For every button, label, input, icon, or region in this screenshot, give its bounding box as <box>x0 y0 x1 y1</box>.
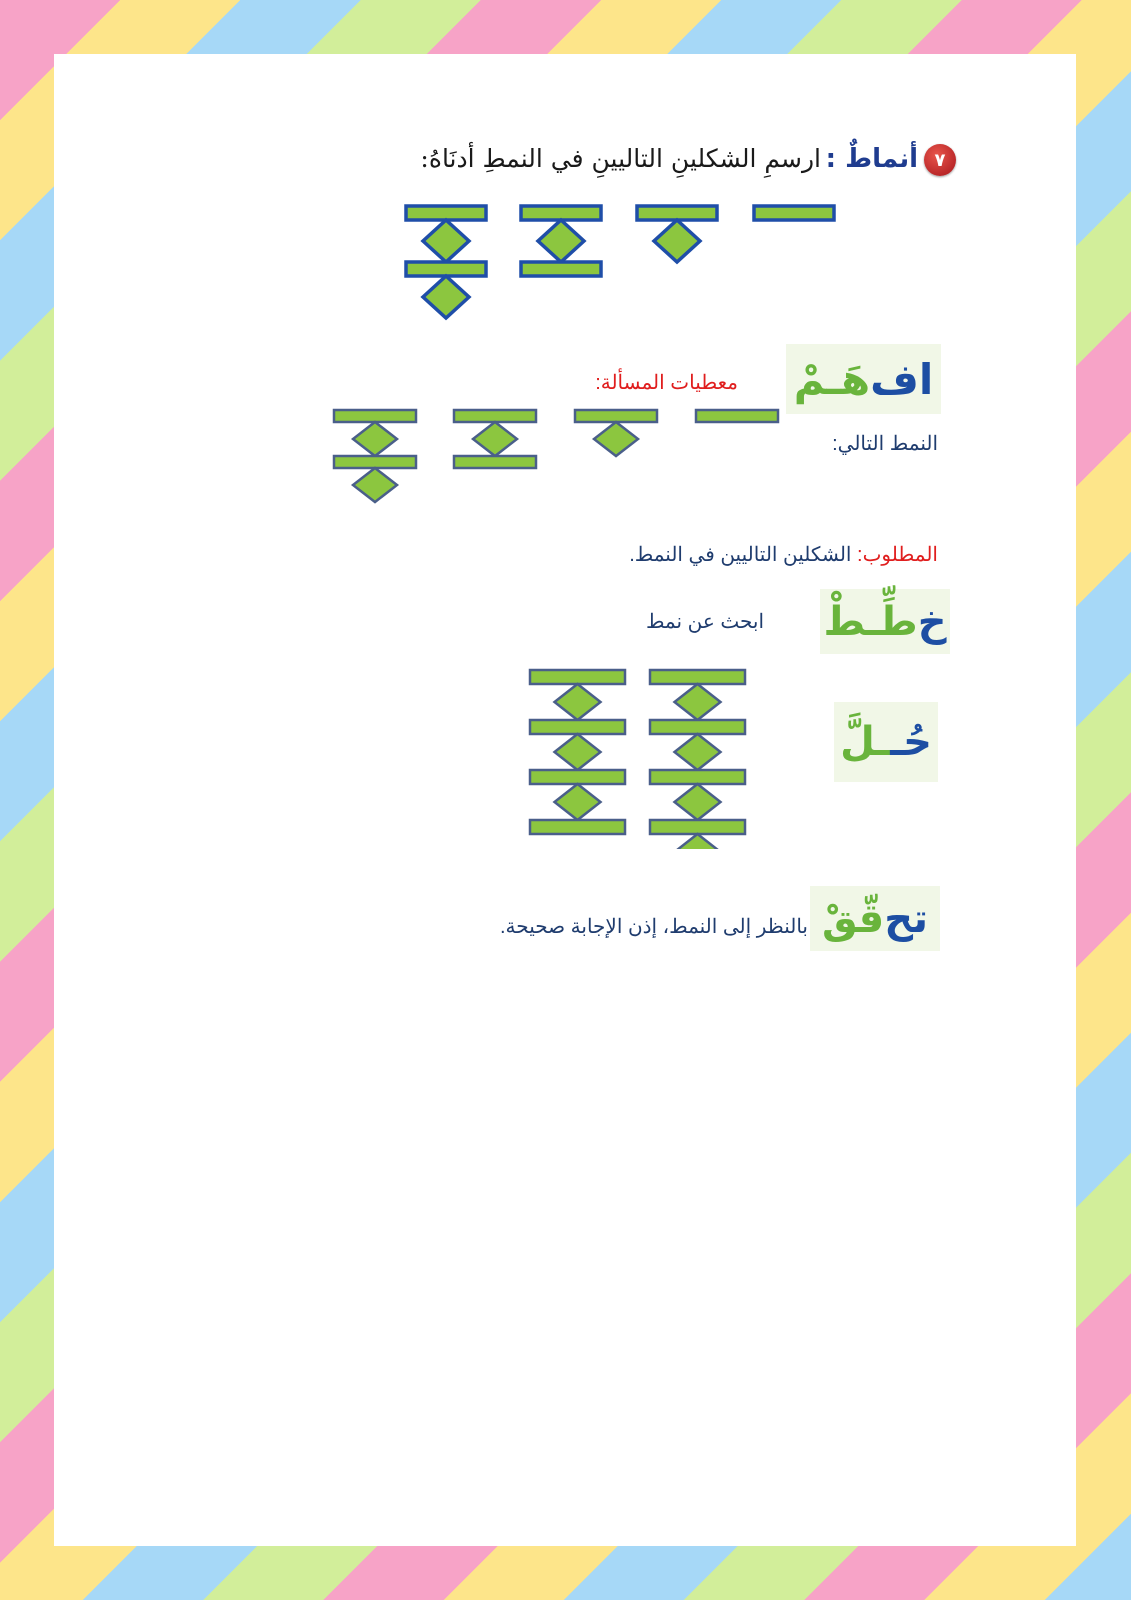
pattern-diamond <box>675 734 721 770</box>
pattern-bar <box>650 770 745 784</box>
solution-figure <box>524 664 774 849</box>
pattern-bar <box>530 720 625 734</box>
pattern-diamond <box>594 422 638 456</box>
pattern-bar <box>334 456 416 468</box>
required-line <box>629 542 938 567</box>
pattern-diamond <box>675 834 721 849</box>
pattern-diamond <box>353 468 397 502</box>
pattern-diamond <box>675 684 721 720</box>
given-label: معطيات المسألة: <box>595 372 738 394</box>
question-number-badge: ٧ <box>924 144 956 176</box>
solve-label: حُـ ـلَّ <box>834 702 938 782</box>
check-label: تح قّقْ <box>810 886 940 951</box>
question-title: أنماطٌ : <box>825 144 918 174</box>
pattern-bar <box>575 410 657 422</box>
pattern-diamond <box>423 276 469 318</box>
pattern-bar <box>334 410 416 422</box>
pattern-diamond <box>423 220 469 262</box>
pattern-diamond <box>473 422 517 456</box>
pattern-diamond <box>555 684 601 720</box>
question-text: ارسمِ الشكلينِ التاليينِ في النمطِ أدنَاهُ: <box>420 144 821 173</box>
pattern-bar <box>454 456 536 468</box>
pattern-bar <box>530 670 625 684</box>
given-pattern-figure <box>332 402 792 517</box>
pattern-diamond <box>555 734 601 770</box>
plan-text: ابحث عن نمط <box>645 611 764 633</box>
pattern-bar <box>650 820 745 834</box>
pattern-bar <box>696 410 778 422</box>
check-text: بالنظر إلى النمط، إذن الإجابة صحيحة. <box>500 916 808 938</box>
pattern-bar <box>454 410 536 422</box>
worksheet-page <box>54 54 1076 1546</box>
pattern-bar <box>530 820 625 834</box>
required-label: المطلوب: <box>857 544 938 566</box>
pattern-diamond <box>353 422 397 456</box>
pattern-diamond <box>538 220 584 262</box>
pattern-diamond <box>555 784 601 820</box>
pattern-diamond <box>654 220 700 262</box>
pattern-bar <box>754 206 834 220</box>
pattern-bar <box>650 670 745 684</box>
pattern-diamond <box>675 784 721 820</box>
pattern-bar <box>650 720 745 734</box>
pattern-bar <box>530 770 625 784</box>
pattern-bar <box>521 262 601 276</box>
required-text: الشكلين التاليين في النمط. <box>629 544 858 566</box>
plan-label: خ طِّـطْ <box>820 589 950 654</box>
pattern-label: النمط التالي: <box>832 433 938 455</box>
main-pattern-figure <box>394 194 854 394</box>
understand-label: اف هَـمْ <box>786 344 941 414</box>
